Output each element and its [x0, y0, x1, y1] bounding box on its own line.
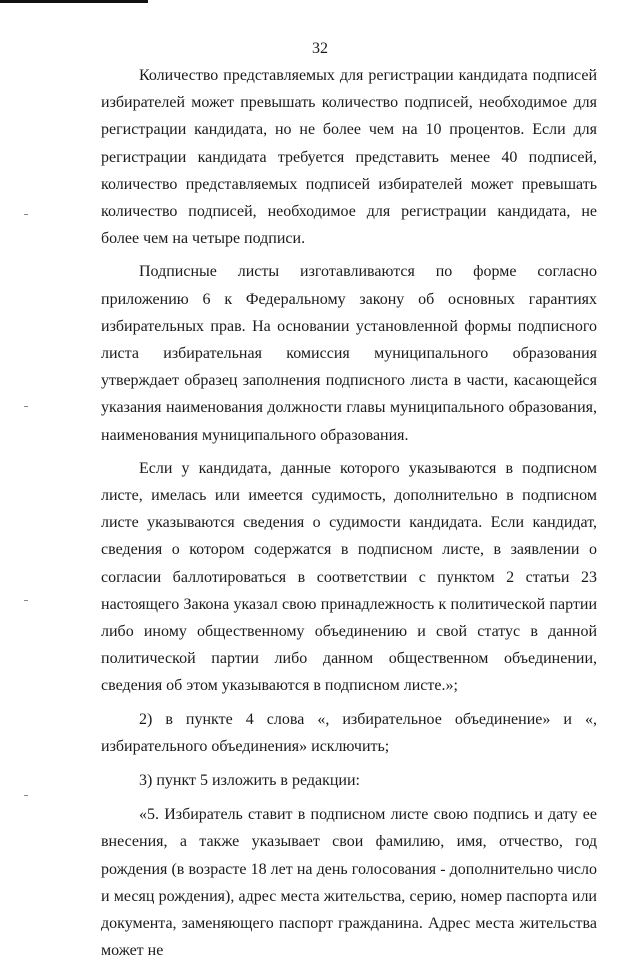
document-body: [101, 62, 597, 965]
paragraph-voter-signature: «5. Избиратель ставит в подписном листе свою подпись и дату ее внесения, а также указывает свои фамилию, имя, отчество, год рождения (в возрасте 18 лет на день голосования - дополнительно число и месяц рождения), адрес места жительства, серию, номер паспорта или документа, заменяющего паспорт гражданина. Адрес места жительства может не: [101, 806, 597, 960]
scan-margin-mark: [24, 406, 28, 407]
page-number: 32: [312, 40, 328, 57]
paragraph-signature-form: Подписные листы изготавливаются по форме согласно приложению 6 к Федеральному закону об основных гарантиях избирательных прав. На основании установленной формы подписного листа избирательная комиссия муниципального образования утверждает образец заполнения подписного листа в части, касающейся указания наименования должности главы муниципального образования, наименования муниципального образования.: [101, 263, 597, 444]
paragraph-signature-count: Количество представляемых для регистрации кандидата подписей избирателей может превышать количество подписей, необходимое для регистрации кандидата, но не более чем на 10 процентов. Если для регистрации кандидата требуется представить менее 40 подписей, количество представляемых подписей избирателей может превышать количество подписей, необходимое для регистрации кандидата, не более чем на четыре подписи.: [101, 67, 597, 248]
scan-margin-mark: [24, 600, 28, 601]
paragraph-criminal-record: Если у кандидата, данные которого указываются в подписном листе, имелась или имеется судимость, дополнительно в подписном листе указываются сведения о судимости кандидата. Если кандидат, сведения о котором содержатся в подписном листе, в заявлении о согласии баллотироваться в соответствии с пунктом 2 статьи 23 настоящего Закона указал свою принадлежность к политической партии либо иному общественному объединению и свой статус в данной политической партии либо данном общественном объединении, сведения об этом указываются в подписном листе.»;: [101, 459, 597, 695]
paragraph-amendment-item-3: 3) пункт 5 изложить в редакции:: [139, 772, 360, 790]
top-margin-rule: [0, 0, 148, 3]
scan-margin-mark: [24, 795, 28, 796]
scan-margin-mark: [24, 214, 28, 215]
paragraph-amendment-item-2: 2) в пункте 4 слова «, избирательное объединение» и «, избирательного объединения» исключить;: [101, 710, 597, 755]
